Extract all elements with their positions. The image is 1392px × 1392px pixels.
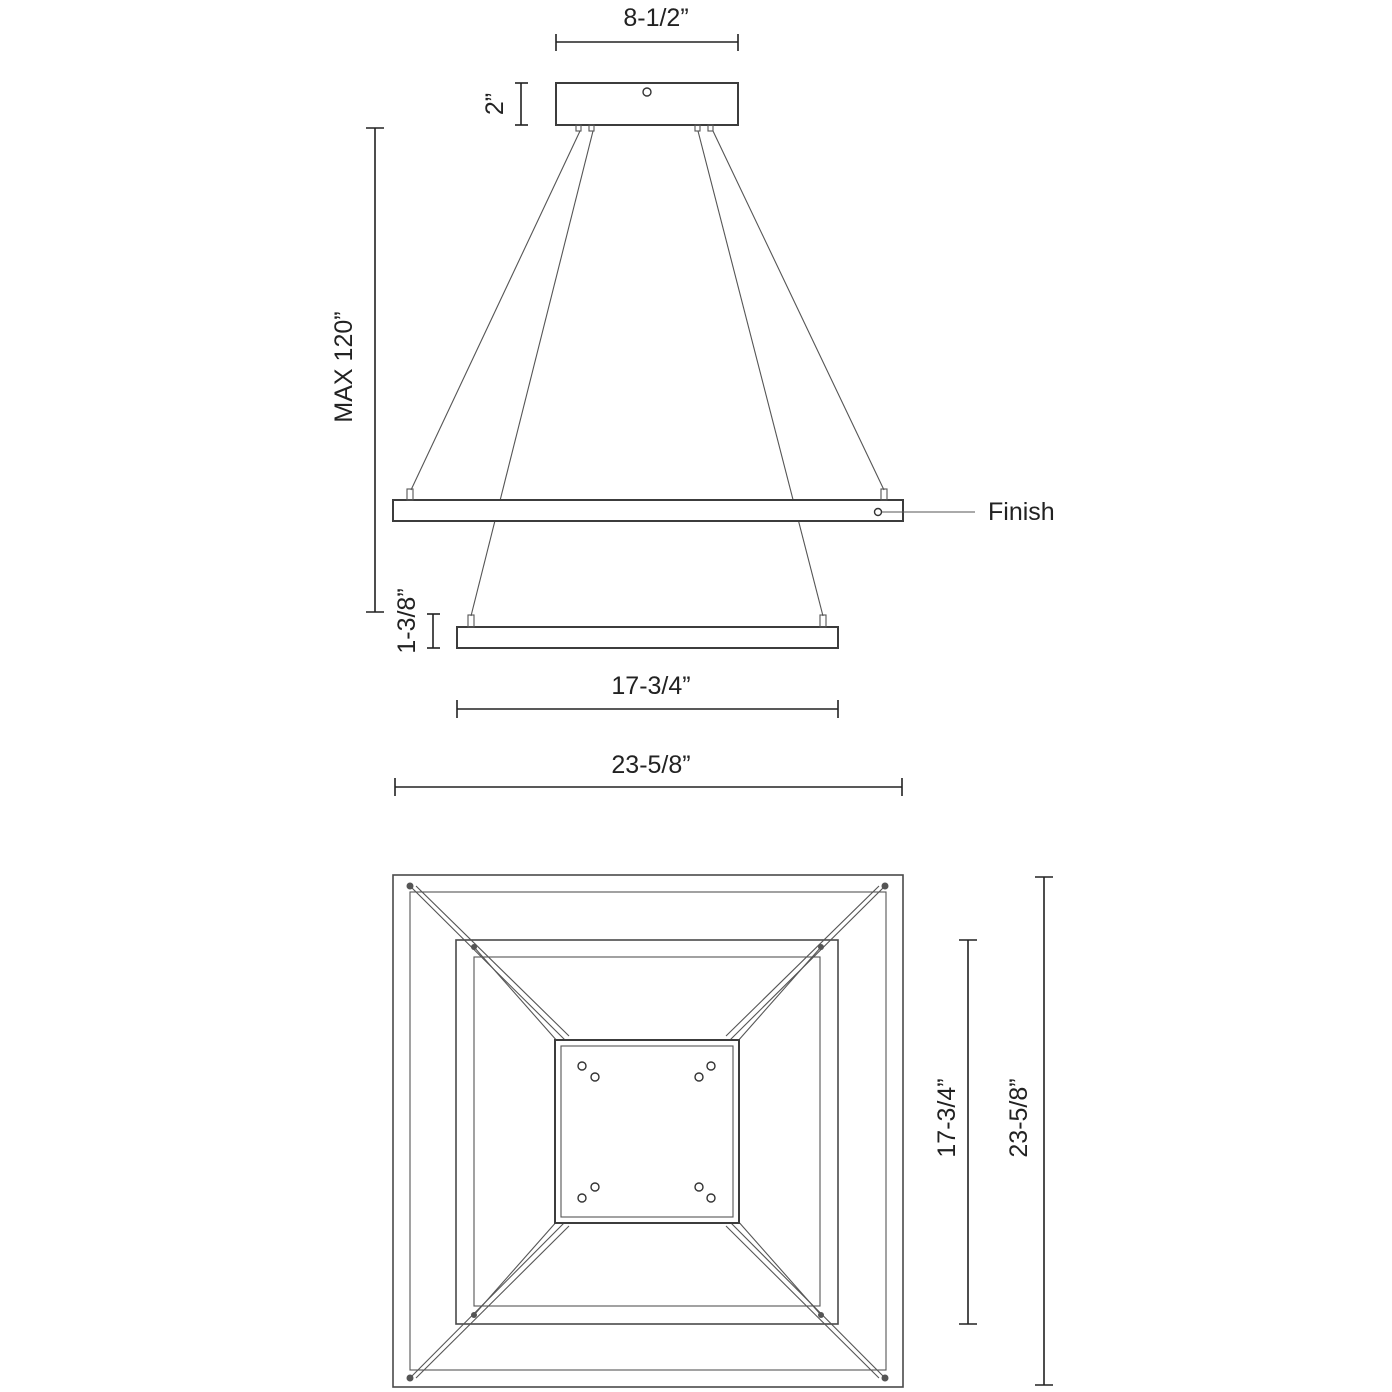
top-small-depth-label: 17-3/4” [933,1078,961,1158]
large-width-dimension [395,751,902,796]
small-ring-elevation [457,615,838,648]
canopy-height-label: 2” [481,92,509,116]
suspension-cables [411,131,884,616]
ring-height-dimension [393,588,440,653]
finish-callout [882,498,1055,526]
max-height-dimension [330,128,384,612]
large-width-label: 23-5/8” [611,751,691,779]
max-height-label: MAX 120” [330,311,358,423]
top-large-depth-label: 23-5/8” [1005,1078,1033,1158]
small-width-label: 17-3/4” [611,672,691,700]
small-width-dimension [457,672,838,718]
top-view [393,875,903,1387]
canopy-width-label: 8-1/2” [623,4,689,32]
large-ring-elevation [393,489,903,521]
canopy-width-dimension [556,4,738,51]
canopy-height-dimension [481,83,528,125]
finish-label: Finish [988,498,1055,526]
top-large-depth-dimension [1005,877,1053,1385]
canopy [556,83,738,131]
top-small-depth-dimension [933,940,977,1324]
ring-height-label: 1-3/8” [393,588,421,654]
